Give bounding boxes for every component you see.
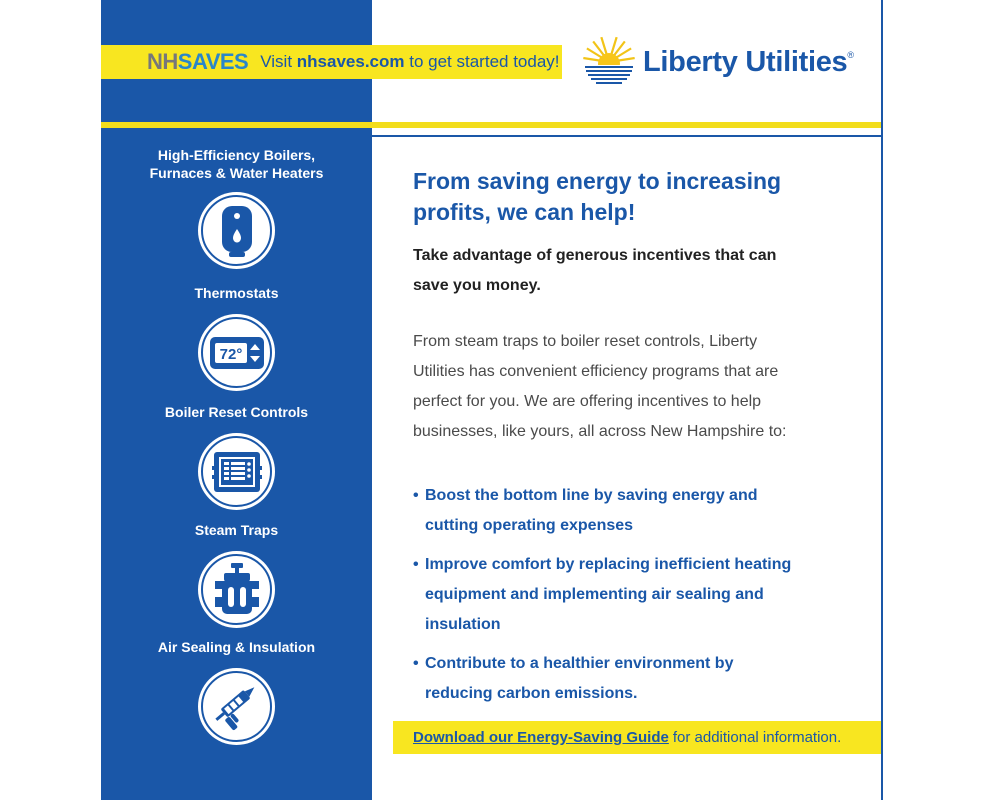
category-label: High-Efficiency Boilers, Furnaces & Water Heaters: [149, 147, 324, 181]
cta-text: for additional information.: [672, 729, 842, 746]
caulk-gun-icon: [209, 682, 265, 732]
main-content: [413, 166, 833, 718]
category-steam-traps: [101, 521, 372, 628]
guide-cta-bar: [393, 721, 881, 754]
category-boilers: [101, 146, 372, 269]
banner-text: Visit nhsaves.com to get started today!: [260, 52, 560, 71]
nhsaves-logo: NHSAVES: [147, 49, 249, 74]
list-item: • Improve comfort by replacing inefficient heating equipment and implementing air sealing and insulation: [413, 556, 792, 633]
gold-divider: [101, 122, 881, 128]
right-border: [881, 0, 883, 800]
category-label: Thermostats: [194, 285, 279, 301]
body-paragraph: From steam traps to boiler reset controls, Liberty Utilities has convenient efficiency programs that are perfect for you. We are offering incentives to help businesses, like yours, all across New Hampshire to:: [413, 333, 787, 440]
subheading: Take advantage of generous incentives that can save you money.: [413, 247, 777, 294]
liberty-utilities-logo: [583, 36, 854, 88]
brand-name: Liberty Utilities®: [643, 45, 854, 78]
category-label: Air Sealing & Insulation: [157, 639, 316, 655]
steam-trap-icon: [214, 561, 260, 619]
category-boiler-reset: [101, 403, 372, 510]
category-thermostats: [101, 284, 372, 391]
thermostat-display: 72°: [219, 345, 242, 363]
control-panel-icon: [212, 450, 262, 494]
category-label: Steam Traps: [194, 522, 279, 538]
thermostat-icon: [209, 336, 265, 370]
category-label: Boiler Reset Controls: [164, 404, 309, 420]
category-air-sealing: [101, 638, 372, 745]
nhsaves-banner[interactable]: [101, 45, 562, 79]
list-item: • Boost the bottom line by saving energy and cutting operating expenses: [413, 487, 758, 534]
blue-divider: [372, 135, 881, 137]
sun-logo-icon: [583, 36, 635, 88]
water-heater-icon: [217, 203, 257, 259]
nhsaves-link[interactable]: nhsaves.com: [296, 52, 405, 71]
download-guide-link[interactable]: Download our Energy-Saving Guide: [413, 729, 669, 746]
headline: From saving energy to increasing profits, we can help!: [413, 168, 782, 225]
list-item: • Contribute to a healthier environment by reducing carbon emissions.: [413, 655, 734, 702]
benefit-list: [413, 481, 833, 709]
